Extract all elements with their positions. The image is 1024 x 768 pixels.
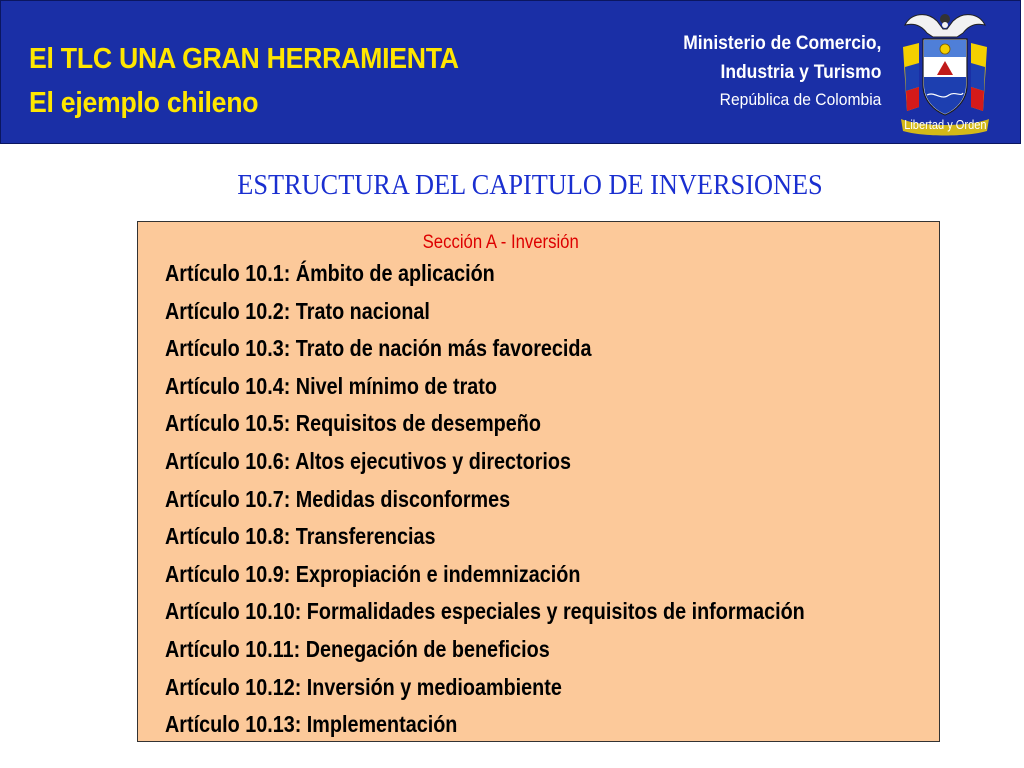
article-item: Artículo 10.9: Expropiación e indemnización [165,560,581,587]
article-item: Artículo 10.11: Denegación de beneficios [165,635,550,662]
article-item: Artículo 10.4: Nivel mínimo de trato [165,372,497,399]
article-item: Artículo 10.10: Formalidades especiales y requisitos de información [165,598,805,625]
emblem-caption: Libertad y Orden [904,117,987,132]
ministry-line-1: Ministerio de Comercio, [682,33,881,54]
article-item: Artículo 10.5: Requisitos de desempeño [165,410,541,437]
article-item: Artículo 10.1: Ámbito de aplicación [165,260,495,286]
ministry-line-3: República de Colombia [719,90,881,109]
ministry-line-2: Industria y Turismo [720,62,881,83]
article-item: Artículo 10.3: Trato de nación más favorecida [165,335,592,362]
section-heading: ESTRUCTURA DEL CAPITULO DE INVERSIONES [237,170,823,201]
article-list [165,255,909,744]
slide-title: El TLC UNA GRAN HERRAMIENTA [29,43,459,75]
article-item: Artículo 10.12: Inversión y medioambiente [165,673,562,700]
article-item: Artículo 10.13: Implementación [165,711,458,738]
section-title [138,232,863,254]
section-title-text: Sección A - Inversión [422,232,579,253]
article-item: Artículo 10.6: Altos ejecutivos y directorios [165,447,571,474]
slide-header [0,0,1024,146]
article-item: Artículo 10.7: Medidas disconformes [165,485,511,512]
article-item: Artículo 10.2: Trato nacional [165,297,430,324]
ministry-label [666,29,881,113]
articles-box [137,221,940,742]
article-item: Artículo 10.8: Transferencias [165,523,436,550]
slide-subtitle: El ejemplo chileno [29,87,259,119]
header-band [0,0,1021,144]
